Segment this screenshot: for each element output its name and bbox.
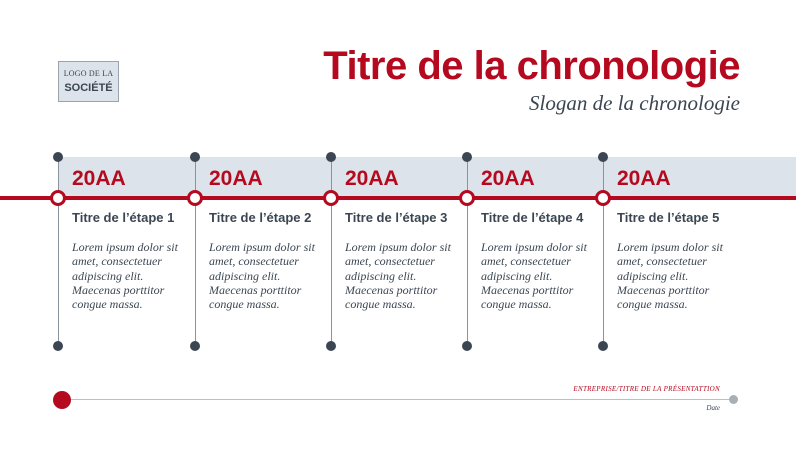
bottom-dot-marker	[53, 341, 63, 351]
milestone-5	[603, 152, 739, 352]
milestone-title: Titre de l’étape 1	[72, 210, 175, 225]
top-dot-marker	[462, 152, 472, 162]
milestone-year: 20AA	[481, 167, 535, 190]
milestone-title: Titre de l’étape 3	[345, 210, 448, 225]
footer-red-dot	[53, 391, 71, 409]
milestone-year: 20AA	[72, 167, 126, 190]
milestone-description: Lorem ipsum dolor sit amet, consectetuer adipiscing elit. Maecenas porttitor congue massa.	[72, 240, 178, 312]
milestone-divider	[195, 158, 196, 346]
milestone-3	[331, 152, 467, 352]
logo-line-1: LOGO DE LA	[63, 69, 114, 78]
footer-grey-dot	[729, 395, 738, 404]
milestone-description: Lorem ipsum dolor sit amet, consectetuer adipiscing elit. Maecenas porttitor congue massa.	[617, 240, 723, 312]
top-dot-marker	[53, 152, 63, 162]
milestone-divider	[331, 158, 332, 346]
milestone-description: Lorem ipsum dolor sit amet, consectetuer adipiscing elit. Maecenas porttitor congue massa.	[481, 240, 587, 312]
timeline-title: Titre de la chronologie	[323, 44, 740, 88]
bottom-dot-marker	[326, 341, 336, 351]
milestone-description: Lorem ipsum dolor sit amet, consectetuer adipiscing elit. Maecenas porttitor congue massa.	[209, 240, 315, 312]
milestone-2	[195, 152, 331, 352]
bottom-dot-marker	[462, 341, 472, 351]
milestone-title: Titre de l’étape 5	[617, 210, 720, 225]
logo-line-2: SOCIÉTÉ	[64, 82, 113, 94]
milestone-description: Lorem ipsum dolor sit amet, consectetuer adipiscing elit. Maecenas porttitor congue massa.	[345, 240, 451, 312]
milestone-year: 20AA	[617, 167, 671, 190]
timeline-ring-marker	[323, 190, 339, 206]
milestone-divider	[58, 158, 59, 346]
milestone-1	[58, 152, 194, 352]
footer-line	[62, 399, 734, 400]
milestone-title: Titre de l’étape 4	[481, 210, 584, 225]
timeline-slogan: Slogan de la chronologie	[529, 91, 740, 115]
company-logo	[58, 61, 119, 102]
milestone-title: Titre de l’étape 2	[209, 210, 312, 225]
bottom-dot-marker	[190, 341, 200, 351]
top-dot-marker	[598, 152, 608, 162]
milestone-divider	[467, 158, 468, 346]
timeline-ring-marker	[459, 190, 475, 206]
footer-date: Date	[706, 404, 720, 412]
milestone-year: 20AA	[209, 167, 263, 190]
top-dot-marker	[190, 152, 200, 162]
milestone-4	[467, 152, 603, 352]
milestone-year: 20AA	[345, 167, 399, 190]
bottom-dot-marker	[598, 341, 608, 351]
milestone-divider	[603, 158, 604, 346]
top-dot-marker	[326, 152, 336, 162]
timeline-ring-marker	[187, 190, 203, 206]
timeline-ring-marker	[50, 190, 66, 206]
footer-company-title: ENTREPRISE/TITRE DE LA PRÉSENTATTION	[573, 385, 720, 393]
timeline-ring-marker	[595, 190, 611, 206]
